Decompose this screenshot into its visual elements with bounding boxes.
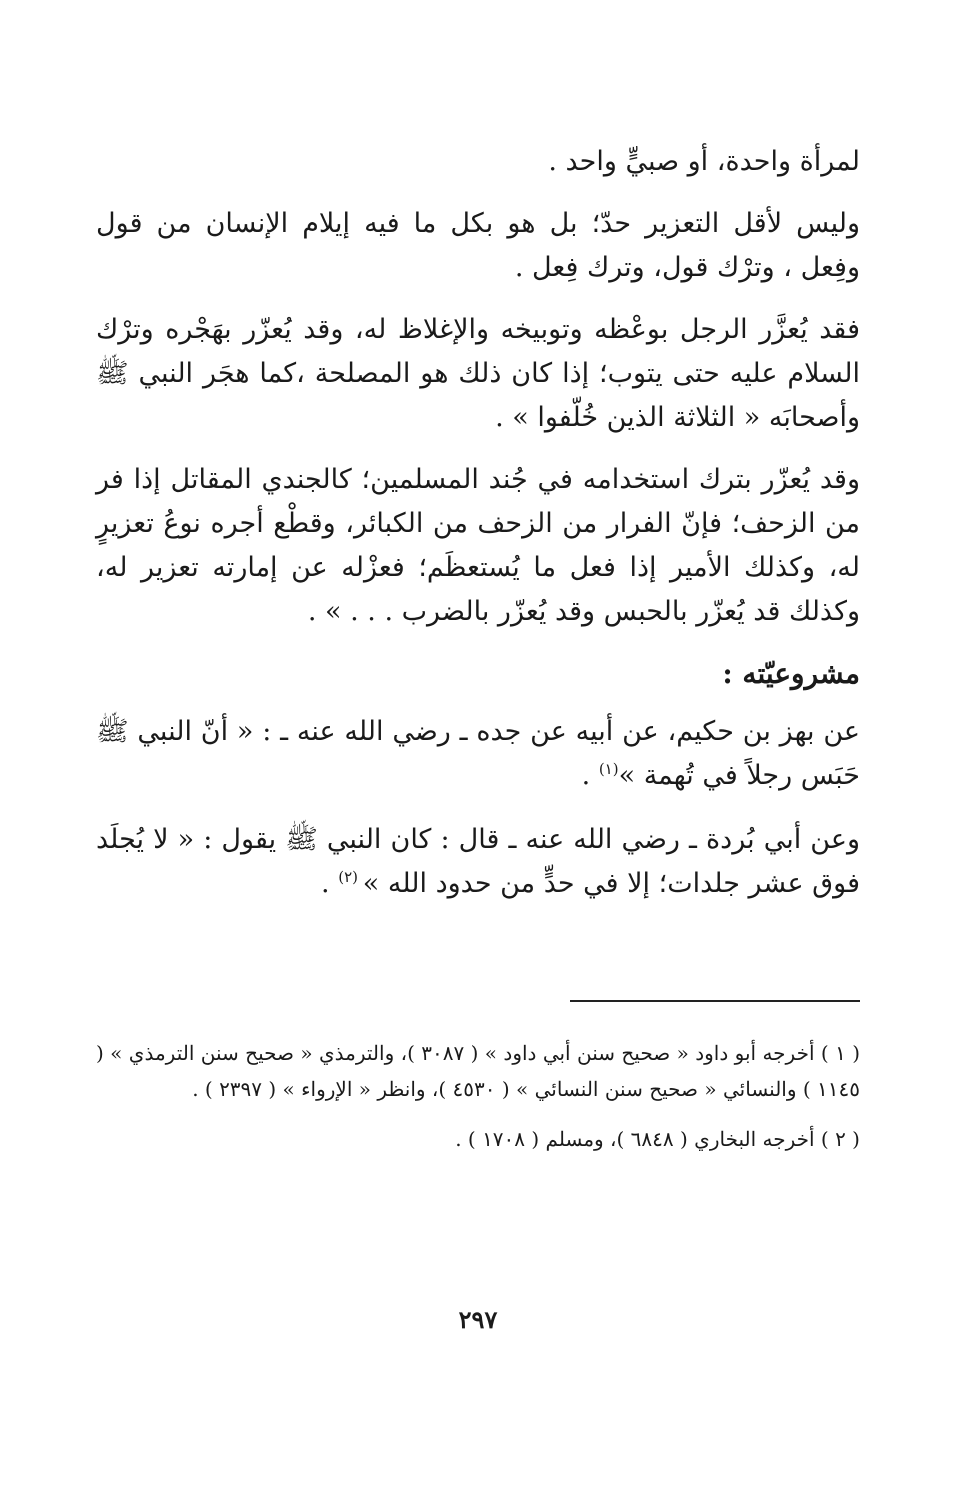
paragraph-continuation: لمرأة واحدة، أو صبيٍّ واحد . <box>548 146 860 177</box>
hadith-text: وعن أبي بُردة ـ رضي الله عنه ـ قال : كان النبي ﷺ يقول : « لا يُجلَد فوق عشر جلدات؛ إلا في حدٍّ من حدود الله » <box>96 824 860 899</box>
page-number: ٢٩٧ <box>458 1305 498 1334</box>
paragraph-dismissal-and-prison: وقد يُعزّر بترك استخدامه في جُند المسلمين؛ كالجندي المقاتل إذا فر من الزحف؛ فإنّ الفرار من الزحف من الكبائر، وقطْع أجره نوعُ تعزيرٍ له، وكذلك الأمير إذا فعل ما يُستعظَم؛ فعزْله عن إمارته تعزير له، وكذلك قد يُعزّر بالحبس وقد يُعزّر بالضرب . . . » . <box>96 464 860 627</box>
hadith-bahz <box>96 710 860 798</box>
main-text <box>96 140 860 926</box>
footnote-ref-2[interactable]: (٢) <box>338 868 363 886</box>
hadith-text: عن بهز بن حكيم، عن أبيه عن جده ـ رضي الله عنه ـ : « أنّ النبي ﷺ حَبَس رجلاً في تُهمة » <box>96 716 860 791</box>
footnotes <box>96 1035 860 1171</box>
paragraph-forms-of-tazir: فقد يُعزَّر الرجل بوعْظه وتوبيخه والإغلاظ له، وقد يُعزّر بهَجْره وترْك السلام عليه حتى يتوب؛ إذا كان ذلك هو المصلحة ،كما هجَر النبي ﷺ وأصحابَه « الثلاثة الذين خُلّفوا » . <box>96 314 860 433</box>
hadith-abu-burda <box>96 818 860 906</box>
hadith-end: . <box>321 868 339 899</box>
footnote-divider <box>570 1000 860 1002</box>
hadith-end: . <box>581 760 599 791</box>
footnote-ref-1[interactable]: (١) <box>598 760 619 778</box>
section-heading: مشروعيّته : <box>722 657 860 690</box>
footnote-1: ( ١ ) أخرجه أبو داود « صحيح سنن أبي داود » ( ٣٠٨٧ )، والترمذي « صحيح سنن الترمذي » ( ١١٤٥ ) والنسائي « صحيح سنن النسائي » ( ٤٥٣٠ )، وانظر « الإرواء » ( ٢٣٩٧ ) . <box>96 1041 860 1101</box>
footnote-2: ( ٢ ) أخرجه البخاري ( ٦٨٤٨ )، ومسلم ( ١٧٠٨ ) . <box>455 1127 860 1151</box>
paragraph-minimum-tazir: وليس لأقل التعزير حدّ؛ بل هو بكل ما فيه إيلام الإنسان من قول وفِعل ، وترْك قول، وترك فِعل . <box>96 208 860 283</box>
